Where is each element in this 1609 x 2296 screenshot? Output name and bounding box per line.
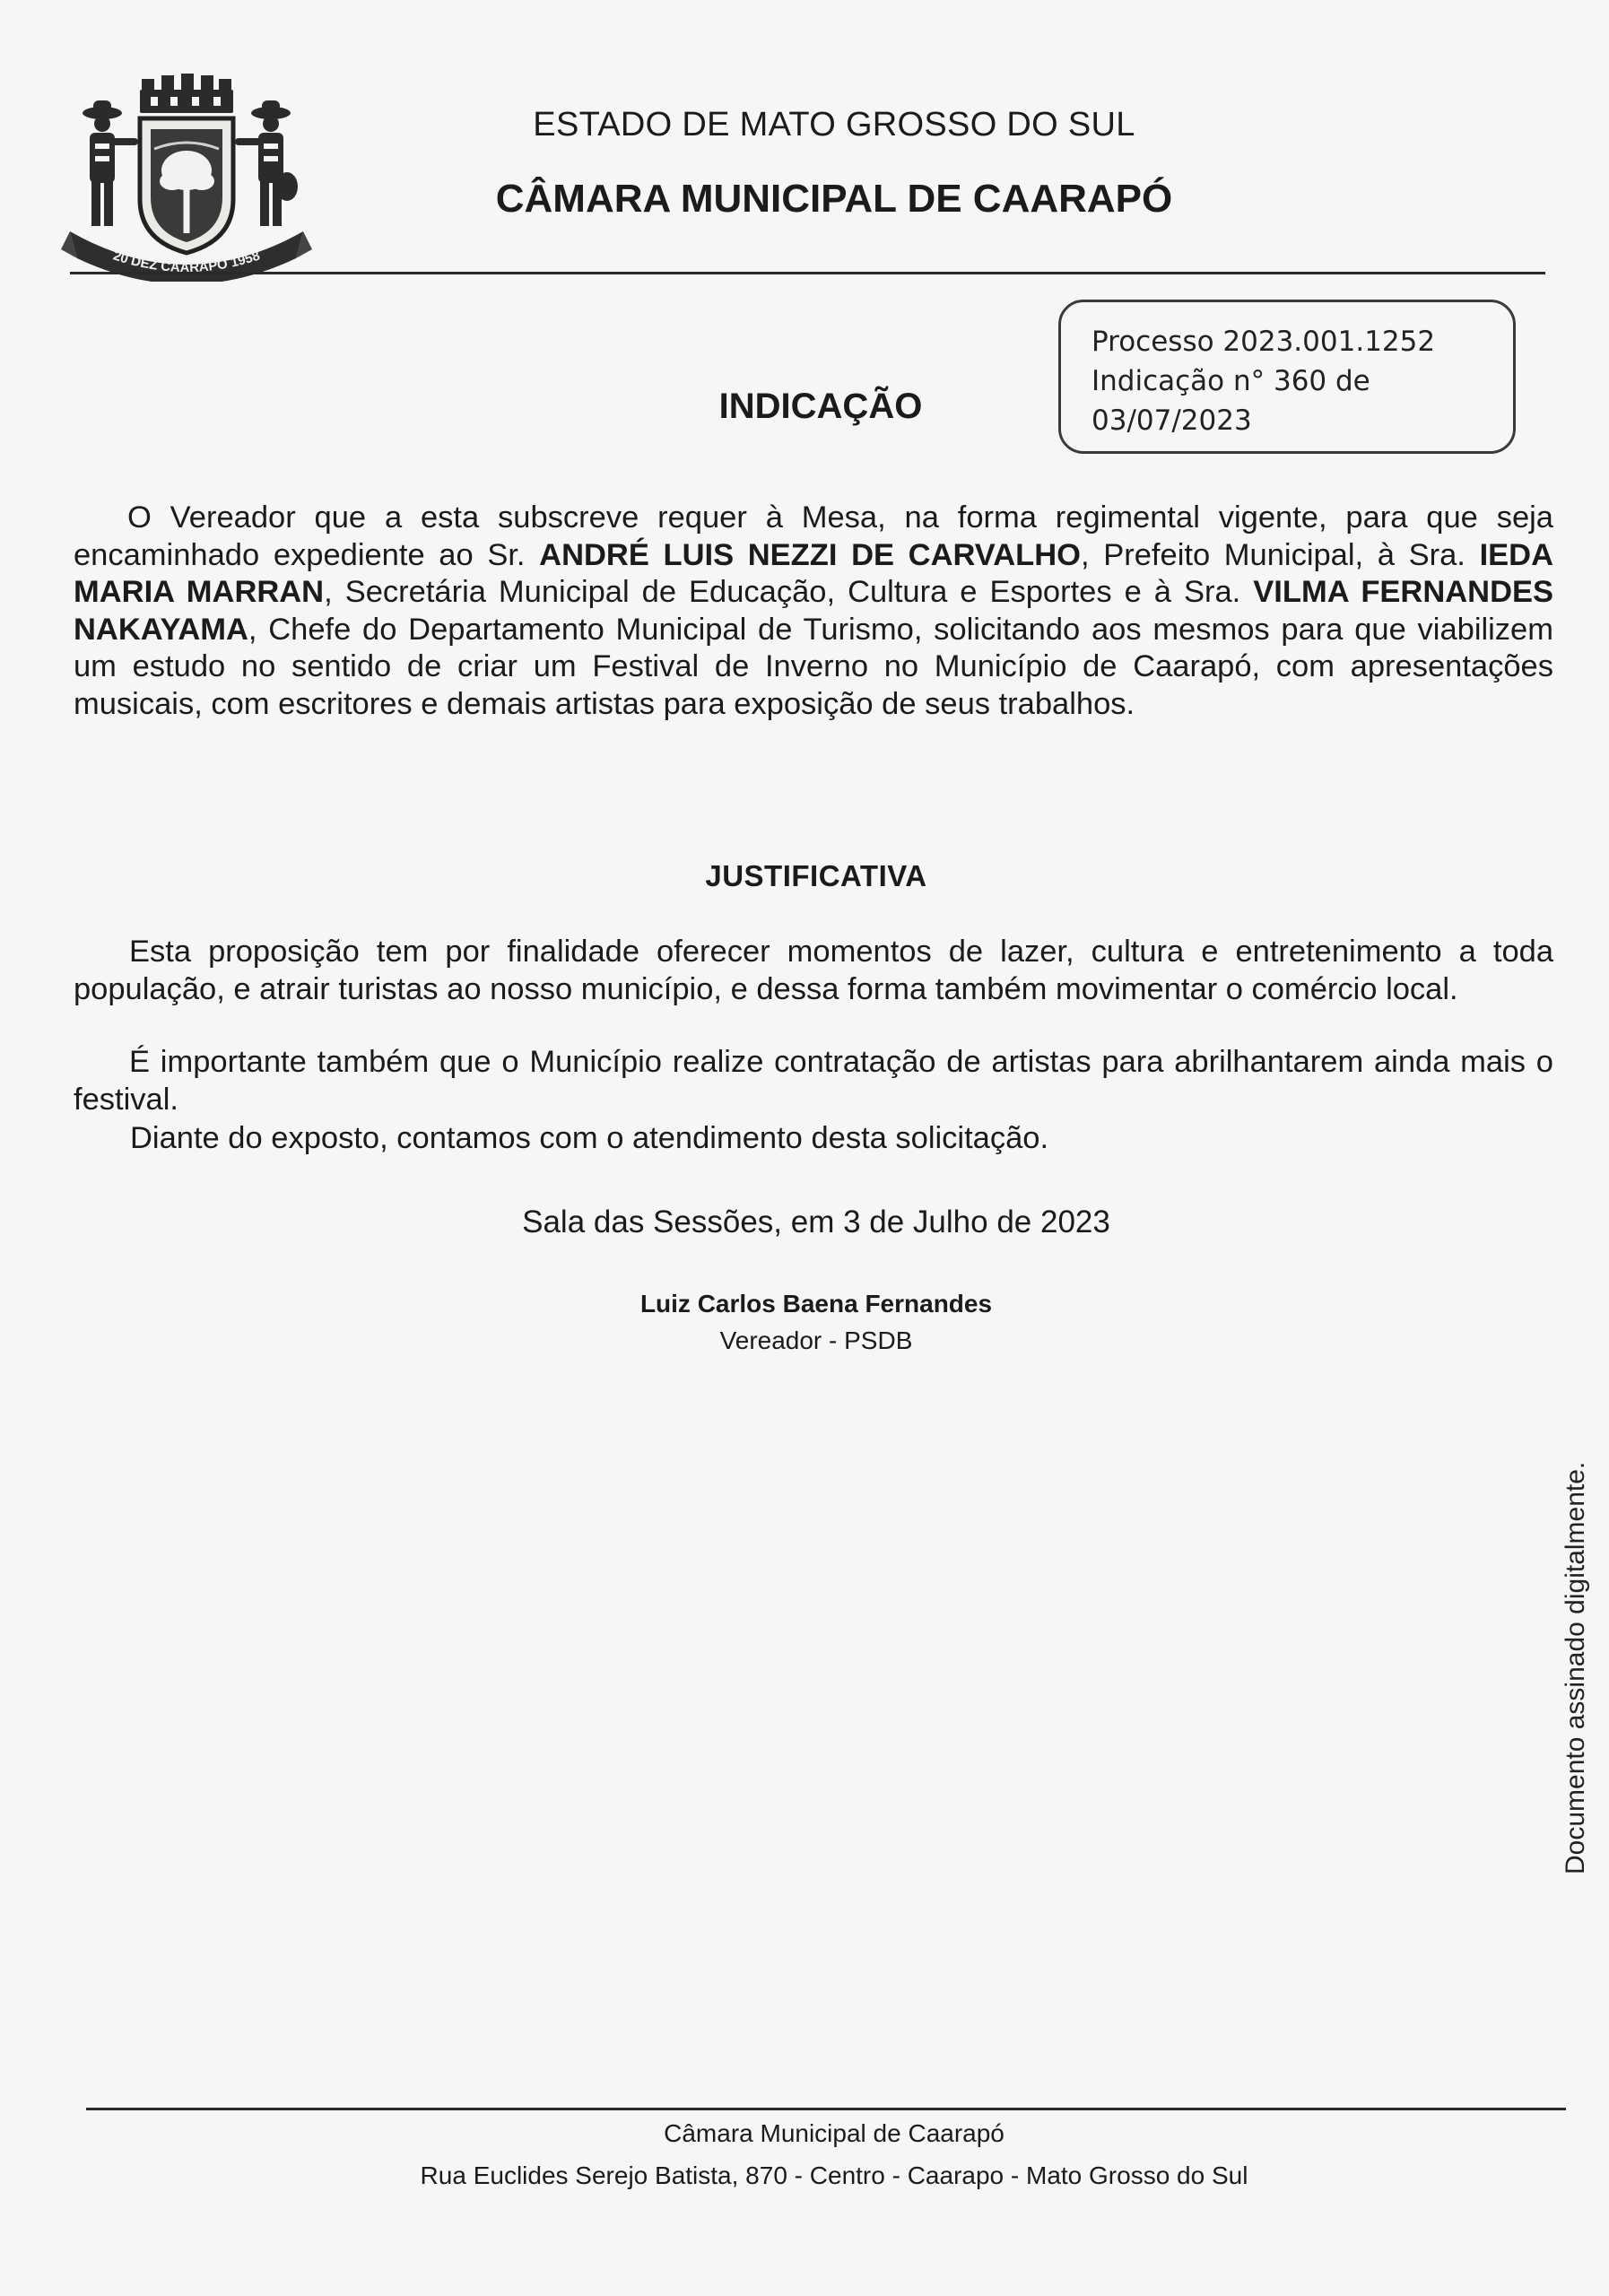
header-divider <box>70 272 1545 274</box>
svg-text:20 DEZ CAARAPÓ 1958: 20 DEZ CAARAPÓ 1958 <box>111 248 262 276</box>
secretary-name: IEDA MARIA MARRAN <box>74 537 1553 609</box>
indication-number: Indicação n° 360 de <box>1092 365 1370 397</box>
request-text-3: , Secretária Municipal de Educação, Cultura e Esportes e à Sra. <box>324 575 1254 609</box>
request-paragraph <box>74 500 1553 723</box>
chamber-name: CÂMARA MUNICIPAL DE CAARAPÓ <box>495 177 1173 221</box>
municipal-coat-of-arms-icon <box>61 74 312 282</box>
signer-role: Vereador - PSDB <box>719 1326 913 1354</box>
digital-signature-note: Documento assinado digitalmente. <box>1561 1461 1590 1874</box>
document-title: INDICAÇÃO <box>718 387 923 426</box>
place-and-date: Sala das Sessões, em 3 de Julho de 2023 <box>522 1205 1110 1239</box>
request-text-2: , Prefeito Municipal, à Sra. <box>1080 537 1480 572</box>
footer-address: Rua Euclides Serejo Batista, 870 - Centro - Caarapo - Mato Grosso do Sul <box>420 2161 1248 2189</box>
justification-paragraph-1: Esta proposição tem por finalidade oferecer momentos de lazer, cultura e entretenimento a toda população, e atrair turistas ao nosso município, e dessa forma também movimentar o comércio local. <box>74 935 1553 1006</box>
signer-name: Luiz Carlos Baena Fernandes <box>639 1290 993 1318</box>
indication-date: 03/07/2023 <box>1092 404 1252 437</box>
footer-institution: Câmara Municipal de Caarapó <box>664 2119 1005 2147</box>
request-text-4: , Chefe do Departamento Municipal de Turismo, solicitando aos mesmos para que viabilizem um estudo no sentido de criar um Festival de Inverno no Município de Caarapó, com apresentações musicais, com escritores e demais artistas para exposição de seus trabalhos. <box>74 612 1553 721</box>
justification-paragraph-2: É importante também que o Município realize contratação de artistas para abrilhantarem ainda mais o festival. <box>74 1045 1553 1117</box>
justification-paragraph-3: Diante do exposto, contamos com o atendimento desta solicitação. <box>130 1121 1049 1155</box>
mayor-name: ANDRÉ LUIS NEZZI DE CARVALHO <box>539 537 1081 572</box>
tourism-chief-name: VILMA FERNANDES NAKAYAMA <box>74 575 1554 647</box>
process-number: Processo 2023.001.1252 <box>1092 326 1436 358</box>
request-text-1: O Vereador que a esta subscreve requer à Mesa, na forma regimental vigente, para que seja encaminhado expediente ao Sr. <box>74 500 1553 572</box>
justification-title: JUSTIFICATIVA <box>705 859 927 892</box>
state-name: ESTADO DE MATO GROSSO DO SUL <box>533 106 1135 144</box>
footer-divider <box>86 2108 1566 2110</box>
process-stamp-box <box>1058 300 1516 454</box>
